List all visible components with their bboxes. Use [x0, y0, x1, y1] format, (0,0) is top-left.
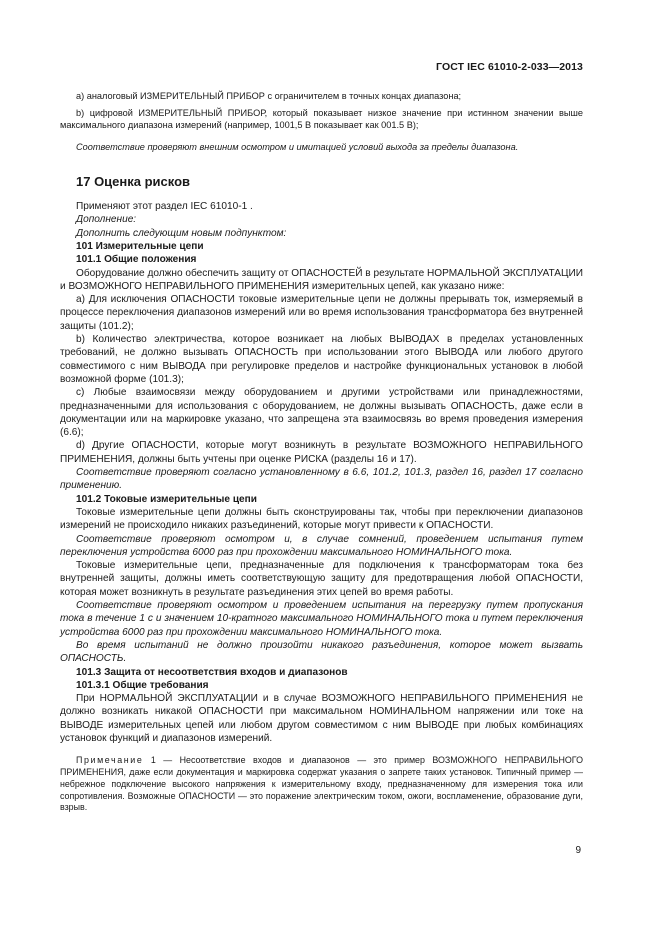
list-item-b: b) цифровой ИЗМЕРИТЕЛЬНЫЙ ПРИБОР, который показывает низкое значение при истинном значении выше максимального диапазона измерений (например, 1001,5 В показывает как 001.5 В);: [60, 108, 583, 131]
paragraph-101-3-1: При НОРМАЛЬНОЙ ЭКСПЛУАТАЦИИ и в случае ВОЗМОЖНОГО НЕПРАВИЛЬНОГО ПРИМЕНЕНИЯ не должно возникать никакой ОПАСНОСТИ при максимальном НОМИНАЛЬНОМ напряжении или токе на ВЫВОДЕ измерительных цепей или любом другом совместимом с ним ВЫВОДЕ при любых комбинациях установок функций и диапазонов измерений.: [60, 693, 583, 744]
heading-101-1: 101.1 Общие положения: [76, 254, 197, 266]
list-item-a: а) аналоговый ИЗМЕРИТЕЛЬНЫЙ ПРИБОР с ограничителем в точных концах диапазона;: [76, 91, 462, 101]
item-c: с) Любые взаимосвязи между оборудованием и другими устройствами или принадлежностями, предназначенными для использования с оборудованием, не должны вызывать ОПАСНОСТЬ, даже если в документации или на маркировке указано, что запрещена эта взаимосвязь во время проведения измерения (6.6);: [60, 387, 583, 439]
heading-101-3: 101.3 Защита от несоответствия входов и диапазонов: [76, 666, 348, 678]
compliance-3: Соответствие проверяют осмотром и проведением испытания на перегрузку путем пропускания тока в течение 1 с и значением 10-кратного максимального НОМИНАЛЬНОГО тока и путем переключения устройства 6000 раз при прохождении максимального НОМИНАЛЬНОГО тока.: [60, 600, 583, 638]
applies-text: Применяют этот раздел IEC 61010-1 .: [76, 201, 253, 213]
compliance-2: Соответствие проверяют осмотром и, в случае сомнений, проведением испытания путем переключения устройства 6000 раз при прохождении максимального НОМИНАЛЬНОГО тока.: [60, 533, 583, 558]
note-1: [60, 755, 583, 814]
paragraph-101-2a: Токовые измерительные цепи должны быть сконструированы так, чтобы при переключении диапазонов измерений не происходило никаких разъединений, которые могут привести к ОПАСНОСТИ.: [60, 506, 583, 532]
compliance-text: Соответствие проверяют внешним осмотром и имитацией условий выхода за пределы диапазона.: [76, 141, 519, 152]
compliance-4: Во время испытаний не должно произойти никакого разъединения, которое может вызвать ОПАСНОСТЬ.: [60, 639, 583, 665]
page-number: 9: [575, 845, 581, 856]
item-a: а) Для исключения ОПАСНОСТИ токовые измерительные цепи не должны прерывать ток, измеряемый в процессе переключения диапазонов измерений или во время использования трансформатора без внутренней защиты (101.2);: [60, 294, 583, 332]
paragraph-101-1: Оборудование должно обеспечить защиту от ОПАСНОСТЕЙ в результате НОРМАЛЬНОЙ ЭКСПЛУАТАЦИИ и ВОЗМОЖНОГО НЕПРАВИЛЬНОГО ПРИМЕНЕНИЯ измерительных цепей, как указано ниже:: [60, 267, 583, 292]
note-label: Примечание: [76, 755, 144, 766]
note-text: 1 — Несоответствие входов и диапазонов — это пример ВОЗМОЖНОГО НЕПРАВИЛЬНОГО ПРИМЕНЕНИЯ, даже если документация и маркировка содержат указания о запрете таких установок. Типичный пример — небрежное подключение высокого напряжения к измерительному входу, предназначенному для измерения тока или сопротивления. Возможные ОПАСНОСТИ — это поражение электрическим током, ожоги, воспламенение, образование дуги, взрыв.: [60, 755, 583, 813]
heading-101-3-1: 101.3.1 Общие требования: [76, 679, 209, 691]
page-content: [60, 90, 583, 814]
item-d: d) Другие ОПАСНОСТИ, которые могут возникнуть в результате ВОЗМОЖНОГО НЕПРАВИЛЬНОГО ПРИМЕНЕНИЯ, должны быть учтены при оценке РИСКА (разделы 16 и 17).: [60, 440, 583, 465]
heading-101: 101 Измерительные цепи: [76, 241, 204, 252]
section-title: 17 Оценка рисков: [76, 173, 191, 189]
paragraph-101-2b: Токовые измерительные цепи, предназначенные для подключения к трансформаторам тока без внутренней защиты, должны иметь соответствующую защиту для предотвращения любой ОПАСНОСТИ, которая может возникнуть в результате разъединения этих цепей во время работы.: [60, 560, 583, 598]
item-b: b) Количество электричества, которое возникает на любых ВЫВОДАХ в пределах установленных требований, не должно вызывать ОПАСНОСТЬ при использовании этого ВЫВОДА или любого другого совместимого с ним ВЫВОДА при регулировке пределов и настройке функциональных установок в любой возможной форме (101.3);: [60, 334, 583, 385]
document-code: ГОСТ IEC 61010-2-033—2013: [436, 61, 583, 73]
heading-101-2: 101.2 Токовые измерительные цепи: [76, 493, 257, 505]
addition-sub-label: Дополнить следующим новым подпунктом:: [76, 227, 287, 239]
addition-label: Дополнение:: [76, 214, 137, 226]
compliance-1: Соответствие проверяют согласно установленному в 6.6, 101.2, 101.3, раздел 16, раздел 17 согласно применению.: [60, 467, 583, 492]
